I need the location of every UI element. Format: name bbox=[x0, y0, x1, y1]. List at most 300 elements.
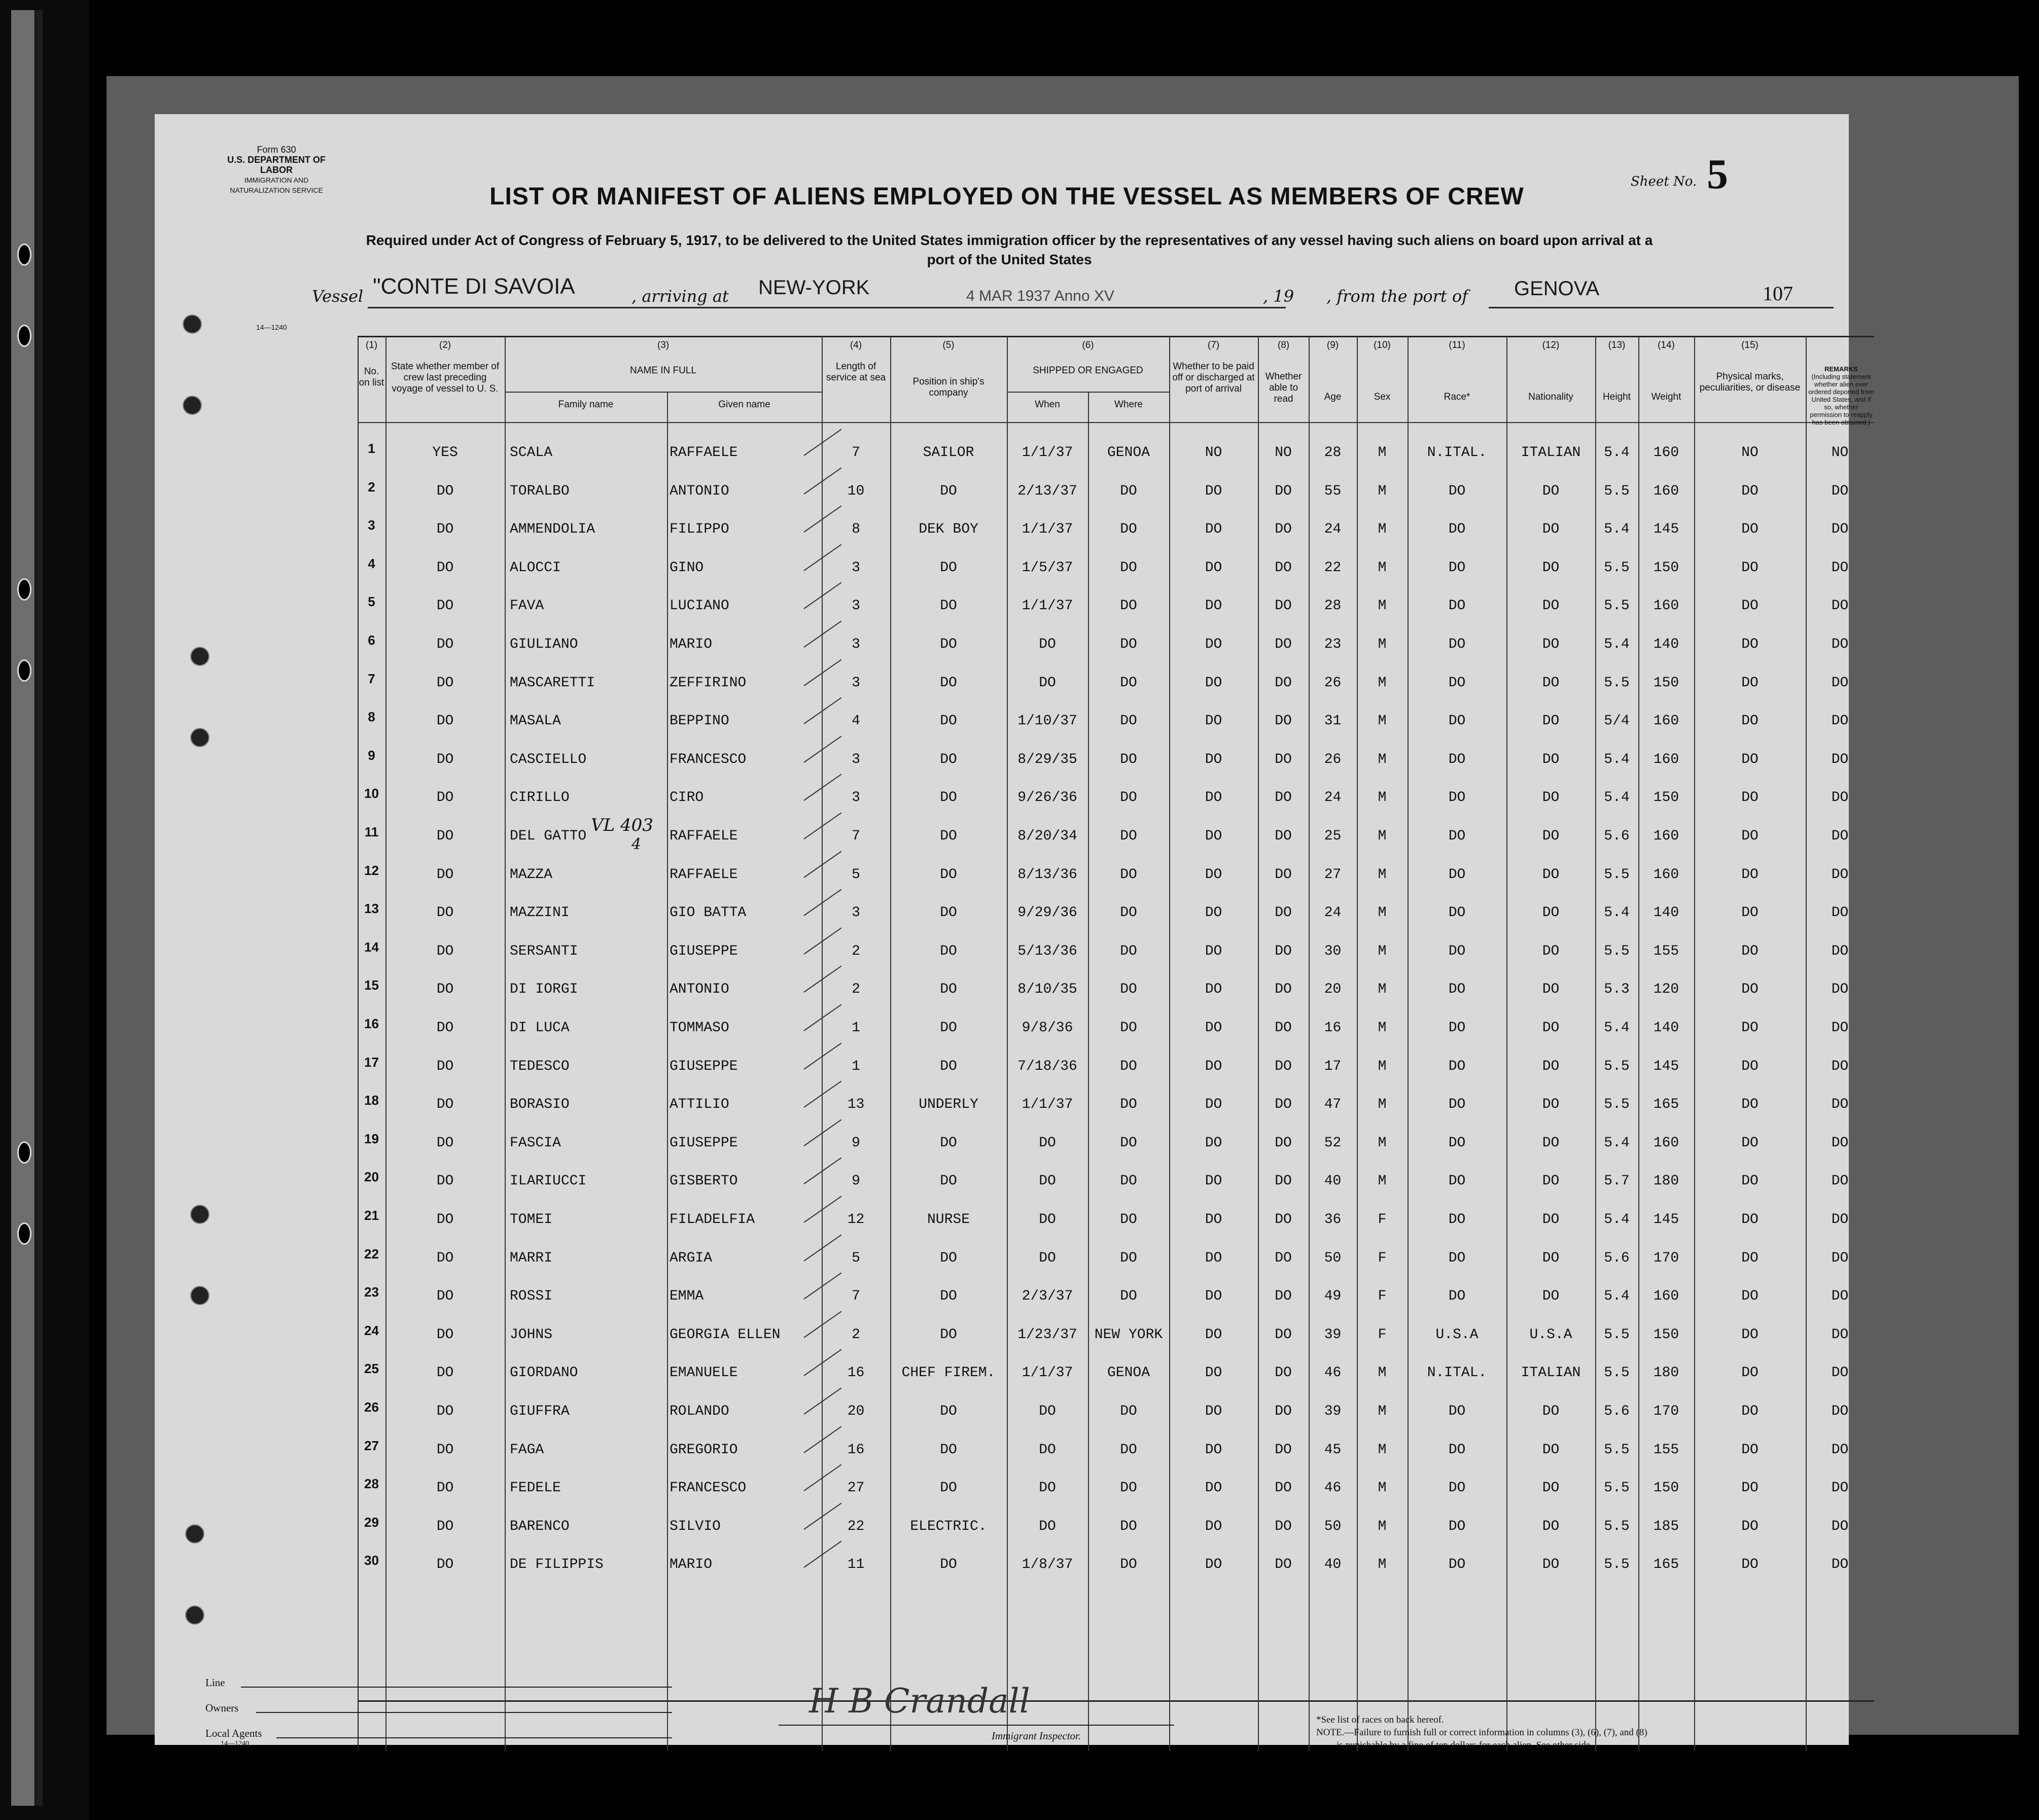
cell-when: DO bbox=[1039, 675, 1056, 691]
cell-prev: YES bbox=[432, 445, 458, 461]
cell-race: DO bbox=[1448, 675, 1466, 691]
cell-race: DO bbox=[1448, 1097, 1466, 1112]
cell-height: 5.5 bbox=[1604, 1519, 1630, 1534]
cell-age: 40 bbox=[1324, 1173, 1342, 1189]
cell-prev: DO bbox=[436, 1404, 454, 1419]
cell-given: GIUSEPPE bbox=[670, 943, 738, 959]
cell-given: RAFFAELE bbox=[670, 445, 738, 461]
cell-prev: DO bbox=[436, 598, 454, 614]
cell-marks: DO bbox=[1741, 1365, 1759, 1381]
cell-prev: DO bbox=[436, 1442, 454, 1458]
cell-marks: DO bbox=[1741, 828, 1759, 844]
cell-marks: DO bbox=[1741, 790, 1759, 806]
cell-given: GISBERTO bbox=[670, 1173, 738, 1189]
cell-service: 5 bbox=[852, 1250, 860, 1266]
cell-age: 40 bbox=[1324, 1557, 1342, 1572]
col6-label: SHIPPED OR ENGAGED bbox=[1033, 365, 1143, 376]
cell-race: N.ITAL. bbox=[1427, 1365, 1487, 1381]
cell-marks: DO bbox=[1741, 1519, 1759, 1534]
binding-hole bbox=[17, 1222, 31, 1245]
cell-given: CIRO bbox=[670, 790, 704, 806]
cell-remarks: DO bbox=[1831, 1404, 1849, 1419]
cell-weight: 140 bbox=[1653, 905, 1679, 921]
footer-note2: NOTE.—Failure to furnish full or correct information in columns (3), (6), (7), and (8) bbox=[1316, 1727, 1647, 1738]
cell-remarks: DO bbox=[1831, 1442, 1849, 1458]
cell-marks: DO bbox=[1741, 1327, 1759, 1343]
cell-position: DO bbox=[940, 943, 957, 959]
col10-num: (10) bbox=[1374, 340, 1391, 351]
cell-age: 24 bbox=[1324, 905, 1342, 921]
cell-position: DO bbox=[940, 790, 957, 806]
cell-position: DO bbox=[940, 598, 957, 614]
cell-weight: 170 bbox=[1653, 1250, 1679, 1266]
vessel-label: Vessel bbox=[312, 287, 364, 306]
cell-prev: DO bbox=[436, 1365, 454, 1381]
cell-nat: DO bbox=[1542, 867, 1560, 883]
cell-nat: DO bbox=[1542, 1212, 1560, 1228]
cell-when: 8/20/34 bbox=[1017, 828, 1077, 844]
cell-paid: DO bbox=[1205, 1250, 1222, 1266]
col13-label: Height bbox=[1603, 392, 1631, 402]
cell-when: DO bbox=[1039, 1173, 1056, 1189]
cell-service: 5 bbox=[852, 867, 860, 883]
cell-position: DO bbox=[940, 867, 957, 883]
cell-when: DO bbox=[1039, 1250, 1056, 1266]
cell-prev: DO bbox=[436, 1250, 454, 1266]
cell-read: DO bbox=[1275, 943, 1292, 959]
cell-prev: DO bbox=[436, 637, 454, 652]
cell-no: 5 bbox=[368, 594, 375, 609]
cell-weight: 150 bbox=[1653, 675, 1679, 691]
cell-remarks: DO bbox=[1831, 1480, 1849, 1496]
form-number: Form 630 bbox=[257, 145, 296, 155]
cell-no: 28 bbox=[364, 1476, 379, 1491]
cell-family: FAVA bbox=[510, 598, 544, 614]
cell-no: 15 bbox=[364, 977, 379, 993]
cell-sex: F bbox=[1378, 1212, 1387, 1228]
cell-paid: DO bbox=[1205, 905, 1222, 921]
binding-hole bbox=[17, 578, 31, 601]
punch-hole bbox=[185, 1524, 204, 1544]
cell-no: 6 bbox=[368, 633, 375, 648]
cell-paid: NO bbox=[1205, 445, 1222, 461]
cell-given: RAFFAELE bbox=[670, 828, 738, 844]
cell-nat: DO bbox=[1542, 828, 1560, 844]
cell-marks: DO bbox=[1741, 483, 1759, 499]
cell-paid: DO bbox=[1205, 1135, 1222, 1151]
col11-num: (11) bbox=[1449, 340, 1465, 351]
cell-race: DO bbox=[1448, 1557, 1466, 1572]
cell-when: 1/1/37 bbox=[1022, 598, 1073, 614]
cell-remarks: DO bbox=[1831, 752, 1849, 767]
cell-height: 5.7 bbox=[1604, 1173, 1630, 1189]
cell-nat: DO bbox=[1542, 560, 1560, 576]
cell-read: DO bbox=[1275, 1059, 1292, 1074]
cell-prev: DO bbox=[436, 1557, 454, 1572]
cell-family: SCALA bbox=[510, 445, 553, 461]
subtitle-line1: Required under Act of Congress of February 5, 1917, to be delivered to the United States immigration officer by the representatives of any vessel having such aliens on board upon arrival at a bbox=[366, 232, 1653, 248]
cell-height: 5.6 bbox=[1604, 1404, 1630, 1419]
cell-race: DO bbox=[1448, 1212, 1466, 1228]
col2-label: State whether member of crew last preceding voyage of vessel to U. S. bbox=[391, 361, 500, 394]
cell-sex: M bbox=[1378, 521, 1387, 537]
cell-service: 10 bbox=[847, 483, 865, 499]
cell-prev: DO bbox=[436, 1173, 454, 1189]
cell-age: 49 bbox=[1324, 1288, 1342, 1304]
cell-nat: DO bbox=[1542, 1519, 1560, 1534]
cell-race: DO bbox=[1448, 1519, 1466, 1534]
cell-height: 5.5 bbox=[1604, 1557, 1630, 1572]
footer-agents-label: Local Agents bbox=[205, 1727, 262, 1739]
cell-height: 5.5 bbox=[1604, 943, 1630, 959]
cell-when: 1/1/37 bbox=[1022, 521, 1073, 537]
cell-marks: DO bbox=[1741, 943, 1759, 959]
cell-remarks: DO bbox=[1831, 521, 1849, 537]
cell-when: 9/26/36 bbox=[1017, 790, 1077, 806]
punch-hole bbox=[190, 647, 209, 666]
cell-nat: DO bbox=[1542, 675, 1560, 691]
cell-where: DO bbox=[1120, 1288, 1137, 1304]
cell-nat: DO bbox=[1542, 943, 1560, 959]
date-stamp: 4 MAR 1937 Anno XV bbox=[966, 288, 1114, 304]
cell-height: 5.5 bbox=[1604, 1327, 1630, 1343]
cell-height: 5.5 bbox=[1604, 1097, 1630, 1112]
cell-age: 36 bbox=[1324, 1212, 1342, 1228]
binding-strip-shadow bbox=[36, 10, 43, 1806]
cell-read: DO bbox=[1275, 1173, 1292, 1189]
cell-height: 5.4 bbox=[1604, 637, 1630, 652]
cell-nat: U.S.A bbox=[1529, 1327, 1572, 1343]
binding-edge bbox=[0, 0, 89, 1820]
cell-family: JOHNS bbox=[510, 1327, 553, 1343]
cell-when: 9/29/36 bbox=[1017, 905, 1077, 921]
binding-strip bbox=[11, 10, 34, 1806]
col15-label: Physical marks, peculiarities, or disease bbox=[1699, 371, 1801, 393]
cell-family: SERSANTI bbox=[510, 943, 578, 959]
cell-where: GENOA bbox=[1107, 1365, 1150, 1381]
cell-prev: DO bbox=[436, 828, 454, 844]
cell-height: 5.5 bbox=[1604, 675, 1630, 691]
cell-prev: DO bbox=[436, 521, 454, 537]
cell-family: TORALBO bbox=[510, 483, 570, 499]
cell-when: 8/10/35 bbox=[1017, 982, 1077, 997]
cell-prev: DO bbox=[436, 1480, 454, 1496]
subtitle-line2: port of the United States bbox=[927, 252, 1092, 267]
cell-when: DO bbox=[1039, 1135, 1056, 1151]
cell-age: 23 bbox=[1324, 637, 1342, 652]
cell-marks: DO bbox=[1741, 598, 1759, 614]
cell-position: DO bbox=[940, 1327, 957, 1343]
cell-height: 5.5 bbox=[1604, 1480, 1630, 1496]
cell-given: ANTONIO bbox=[670, 483, 729, 499]
cell-family: MAZZA bbox=[510, 867, 553, 883]
cell-family: BORASIO bbox=[510, 1097, 570, 1112]
cell-family: TEDESCO bbox=[510, 1059, 570, 1074]
cell-marks: NO bbox=[1741, 445, 1759, 461]
cell-marks: DO bbox=[1741, 1480, 1759, 1496]
cell-remarks: DO bbox=[1831, 1519, 1849, 1534]
cell-read: DO bbox=[1275, 1404, 1292, 1419]
cell-nat: DO bbox=[1542, 483, 1560, 499]
footer-owners-label: Owners bbox=[205, 1702, 239, 1714]
cell-prev: DO bbox=[436, 752, 454, 767]
cell-family: ROSSI bbox=[510, 1288, 553, 1304]
cell-height: 5.4 bbox=[1604, 1020, 1630, 1036]
cell-when: DO bbox=[1039, 637, 1056, 652]
col5-header bbox=[893, 340, 1004, 399]
cell-given: GIUSEPPE bbox=[670, 1059, 738, 1074]
cell-race: DO bbox=[1448, 790, 1466, 806]
cell-when: DO bbox=[1039, 1404, 1056, 1419]
cell-sex: M bbox=[1378, 675, 1387, 691]
cell-marks: DO bbox=[1741, 675, 1759, 691]
cell-prev: DO bbox=[436, 1097, 454, 1112]
cell-paid: DO bbox=[1205, 1212, 1222, 1228]
cell-given: ATTILIO bbox=[670, 1097, 729, 1112]
cell-service: 3 bbox=[852, 560, 860, 576]
cell-when: 8/13/36 bbox=[1017, 867, 1077, 883]
cell-position: DEK BOY bbox=[919, 521, 978, 537]
col9-num: (9) bbox=[1326, 340, 1339, 351]
cell-marks: DO bbox=[1741, 752, 1759, 767]
cell-read: DO bbox=[1275, 905, 1292, 921]
col16-note: (Including statement whether alien ever ordered deported from United States, and if so, whether permission to reapply has been obtained.) bbox=[1808, 373, 1874, 426]
footer-line-label: Line bbox=[205, 1676, 225, 1689]
cell-position: DO bbox=[940, 982, 957, 997]
col8-header bbox=[1259, 340, 1308, 405]
cell-no: 2 bbox=[368, 479, 375, 495]
punch-hole bbox=[190, 728, 209, 747]
cell-prev: DO bbox=[436, 1135, 454, 1151]
cell-family: ILARIUCCI bbox=[510, 1173, 587, 1189]
cell-sex: F bbox=[1378, 1250, 1387, 1266]
cell-given: MARIO bbox=[670, 637, 713, 652]
cell-position: DO bbox=[940, 1250, 957, 1266]
cell-remarks: DO bbox=[1831, 828, 1849, 844]
cell-remarks: DO bbox=[1831, 982, 1849, 997]
cell-where: DO bbox=[1120, 598, 1137, 614]
cell-weight: 150 bbox=[1653, 790, 1679, 806]
form-department: U.S. DEPARTMENT OF LABOR bbox=[227, 155, 326, 175]
col10-label: Sex bbox=[1374, 392, 1391, 402]
cell-race: DO bbox=[1448, 1173, 1466, 1189]
cell-nat: DO bbox=[1542, 521, 1560, 537]
cell-service: 2 bbox=[852, 982, 860, 997]
cell-no: 30 bbox=[364, 1553, 379, 1568]
cell-paid: DO bbox=[1205, 982, 1222, 997]
cell-where: DO bbox=[1120, 905, 1137, 921]
cell-prev: DO bbox=[436, 982, 454, 997]
cell-paid: DO bbox=[1205, 1480, 1222, 1496]
cell-position: DO bbox=[940, 752, 957, 767]
cell-weight: 185 bbox=[1653, 1519, 1679, 1534]
cell-given: LUCIANO bbox=[670, 598, 729, 614]
cell-weight: 140 bbox=[1653, 1020, 1679, 1036]
cell-remarks: DO bbox=[1831, 713, 1849, 729]
cell-service: 8 bbox=[852, 521, 860, 537]
cell-given: SILVIO bbox=[670, 1519, 721, 1534]
cell-read: DO bbox=[1275, 1442, 1292, 1458]
cell-service: 2 bbox=[852, 943, 860, 959]
punch-hole bbox=[190, 1286, 209, 1305]
cell-remarks: DO bbox=[1831, 867, 1849, 883]
cell-position: DO bbox=[940, 637, 957, 652]
cell-sex: M bbox=[1378, 598, 1387, 614]
cell-when: DO bbox=[1039, 1442, 1056, 1458]
cell-given: FRANCESCO bbox=[670, 752, 747, 767]
cell-sex: M bbox=[1378, 1135, 1387, 1151]
cell-paid: DO bbox=[1205, 943, 1222, 959]
form-service: IMMIGRATION AND NATURALIZATION SERVICE bbox=[230, 176, 323, 194]
cell-age: 30 bbox=[1324, 943, 1342, 959]
cell-remarks: DO bbox=[1831, 1288, 1849, 1304]
cell-service: 1 bbox=[852, 1059, 860, 1074]
cell-height: 5.5 bbox=[1604, 483, 1630, 499]
cell-weight: 180 bbox=[1653, 1173, 1679, 1189]
cell-read: DO bbox=[1275, 1480, 1292, 1496]
cell-where: DO bbox=[1120, 637, 1137, 652]
cell-service: 27 bbox=[847, 1480, 865, 1496]
col13-num: (13) bbox=[1608, 340, 1626, 351]
cell-position: CHEF FIREM. bbox=[901, 1365, 996, 1381]
cell-position: DO bbox=[940, 1480, 957, 1496]
cell-weight: 180 bbox=[1653, 1365, 1679, 1381]
cell-prev: DO bbox=[436, 943, 454, 959]
cell-given: EMMA bbox=[670, 1288, 704, 1304]
cell-service: 9 bbox=[852, 1173, 860, 1189]
cell-nat: DO bbox=[1542, 1020, 1560, 1036]
cell-service: 3 bbox=[852, 598, 860, 614]
cell-given: BEPPINO bbox=[670, 713, 729, 729]
cell-sex: M bbox=[1378, 943, 1387, 959]
cell-service: 13 bbox=[847, 1097, 865, 1112]
col7-label: Whether to be paid off or discharged at port of arrival bbox=[1172, 361, 1255, 394]
cell-when: 8/29/35 bbox=[1017, 752, 1077, 767]
cell-family: CIRILLO bbox=[510, 790, 570, 806]
cell-service: 3 bbox=[852, 905, 860, 921]
cell-nat: DO bbox=[1542, 905, 1560, 921]
cell-sex: M bbox=[1378, 1404, 1387, 1419]
cell-marks: DO bbox=[1741, 1557, 1759, 1572]
cell-position: DO bbox=[940, 483, 957, 499]
cell-where: DO bbox=[1120, 1135, 1137, 1151]
cell-family: FASCIA bbox=[510, 1135, 561, 1151]
annotation-line2: 4 bbox=[631, 835, 642, 853]
cell-sex: M bbox=[1378, 1020, 1387, 1036]
cell-position: UNDERLY bbox=[919, 1097, 978, 1112]
cell-no: 22 bbox=[364, 1246, 379, 1262]
cell-read: DO bbox=[1275, 982, 1292, 997]
footer-agents-code: 14—1240 bbox=[221, 1740, 249, 1747]
cell-where: DO bbox=[1120, 1404, 1137, 1419]
cell-paid: DO bbox=[1205, 1288, 1222, 1304]
col14-num: (14) bbox=[1658, 340, 1675, 351]
cell-no: 11 bbox=[364, 824, 379, 839]
cell-where: DO bbox=[1120, 828, 1137, 844]
cell-family: MAZZINI bbox=[510, 905, 570, 921]
cell-sex: M bbox=[1378, 867, 1387, 883]
cell-height: 5/4 bbox=[1604, 713, 1630, 729]
manifest-table bbox=[358, 336, 1874, 1751]
cell-height: 5.4 bbox=[1604, 752, 1630, 767]
cell-read: DO bbox=[1275, 1020, 1292, 1036]
cell-nat: DO bbox=[1542, 1480, 1560, 1496]
col16-header bbox=[1808, 340, 1874, 426]
col3-family-header: Family name bbox=[558, 399, 614, 410]
cell-when: 2/13/37 bbox=[1017, 483, 1077, 499]
page-title: LIST OR MANIFEST OF ALIENS EMPLOYED ON THE VESSEL AS MEMBERS OF CREW bbox=[489, 183, 1524, 210]
cell-nat: DO bbox=[1542, 713, 1560, 729]
cell-sex: F bbox=[1378, 1327, 1387, 1343]
cell-weight: 155 bbox=[1653, 1442, 1679, 1458]
col3-label: NAME IN FULL bbox=[630, 365, 696, 376]
footer-note3: is punishable by a fine of ten dollars for each alien. See other side. bbox=[1337, 1740, 1593, 1751]
cell-where: DO bbox=[1120, 1557, 1137, 1572]
cell-remarks: DO bbox=[1831, 1135, 1849, 1151]
cell-read: DO bbox=[1275, 483, 1292, 499]
cell-height: 5.4 bbox=[1604, 1212, 1630, 1228]
cell-prev: DO bbox=[436, 713, 454, 729]
cell-nat: DO bbox=[1542, 752, 1560, 767]
cell-position: DO bbox=[940, 1557, 957, 1572]
cell-read: DO bbox=[1275, 1097, 1292, 1112]
cell-read: NO bbox=[1275, 445, 1292, 461]
cell-weight: 165 bbox=[1653, 1097, 1679, 1112]
cell-sex: M bbox=[1378, 445, 1387, 461]
arriving-underline bbox=[748, 307, 1286, 308]
table-bottom-border bbox=[358, 1700, 1874, 1702]
cell-paid: DO bbox=[1205, 752, 1222, 767]
cell-family: CASCIELLO bbox=[510, 752, 587, 767]
cell-age: 24 bbox=[1324, 790, 1342, 806]
cell-read: DO bbox=[1275, 1135, 1292, 1151]
cell-position: DO bbox=[940, 1059, 957, 1074]
cell-sex: M bbox=[1378, 713, 1387, 729]
cell-weight: 160 bbox=[1653, 1288, 1679, 1304]
cell-paid: DO bbox=[1205, 598, 1222, 614]
cell-given: MARIO bbox=[670, 1557, 713, 1572]
cell-no: 16 bbox=[364, 1016, 379, 1031]
col16-label: REMARKS bbox=[1824, 365, 1858, 373]
cell-height: 5.4 bbox=[1604, 521, 1630, 537]
cell-marks: DO bbox=[1741, 1135, 1759, 1151]
cell-service: 16 bbox=[847, 1442, 865, 1458]
cell-read: DO bbox=[1275, 1327, 1292, 1343]
cell-where: DO bbox=[1120, 790, 1137, 806]
cell-family: TOMEI bbox=[510, 1212, 553, 1228]
cell-read: DO bbox=[1275, 1212, 1292, 1228]
cell-no: 13 bbox=[364, 901, 379, 916]
cell-no: 12 bbox=[364, 863, 379, 878]
cell-weight: 120 bbox=[1653, 982, 1679, 997]
cell-nat: DO bbox=[1542, 598, 1560, 614]
cell-race: DO bbox=[1448, 637, 1466, 652]
cell-family: FAGA bbox=[510, 1442, 544, 1458]
cell-where: GENOA bbox=[1107, 445, 1150, 461]
cell-when: 1/5/37 bbox=[1022, 560, 1073, 576]
cell-given: GEORGIA ELLEN bbox=[670, 1327, 781, 1343]
cell-marks: DO bbox=[1741, 982, 1759, 997]
cell-family: MARRI bbox=[510, 1250, 553, 1266]
cell-family: GIULIANO bbox=[510, 637, 578, 652]
cell-sex: M bbox=[1378, 1173, 1387, 1189]
cell-read: DO bbox=[1275, 1288, 1292, 1304]
cell-height: 5.5 bbox=[1604, 867, 1630, 883]
col12-header bbox=[1506, 340, 1595, 403]
cell-given: RAFFAELE bbox=[670, 867, 738, 883]
cell-position: DO bbox=[940, 675, 957, 691]
cell-where: DO bbox=[1120, 867, 1137, 883]
